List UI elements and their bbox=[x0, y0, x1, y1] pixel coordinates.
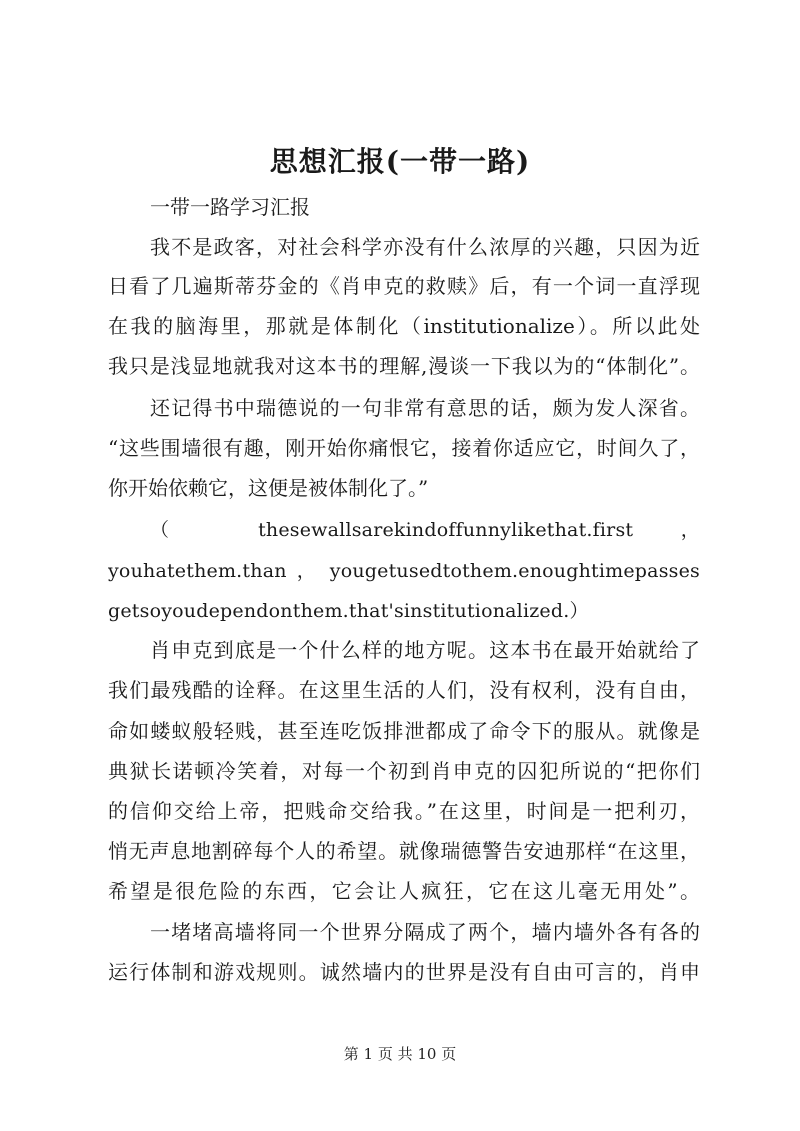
paragraph-subtitle: 一带一路学习汇报 bbox=[150, 195, 310, 219]
body-line: 希望是很危险的东西，它会让人疯狂，它在这儿毫无用处”。 bbox=[108, 879, 700, 903]
body-line: 还记得书中瑞德说的一句非常有意思的话，颇为发人深省。 bbox=[150, 396, 700, 420]
body-line: 一堵堵高墙将同一个世界分隔成了两个，墙内墙外各有各的 bbox=[150, 920, 700, 944]
english-quote-line: （ thesewallsarekindoffunnylikethat.first ， bbox=[150, 519, 700, 541]
body-line: 我不是政客，对社会科学亦没有什么浓厚的兴趣，只因为近 bbox=[150, 235, 700, 259]
page-footer: 第 1 页 共 10 页 bbox=[343, 1045, 457, 1063]
english-quote-line: getsoyoudependonthem.that'sinstitutionalized.） bbox=[108, 600, 589, 622]
body-line: 肖申克到底是一个什么样的地方呢。这本书在最开始就给了 bbox=[150, 638, 700, 662]
body-line: 你开始依赖它，这便是被体制化了。” bbox=[108, 476, 429, 500]
body-line: 日看了几遍斯蒂芬金的《肖申克的救赎》后，有一个词一直浮现 bbox=[108, 274, 700, 298]
body-line: “这些围墙很有趣，刚开始你痛恨它，接着你适应它，时间久了， bbox=[108, 436, 700, 460]
body-line: 悄无声息地割碎每个人的希望。就像瑞德警告安迪那样“在这里， bbox=[108, 839, 700, 863]
body-line: 运行体制和游戏规则。诚然墙内的世界是没有自由可言的，肖申 bbox=[108, 960, 700, 984]
english-quote-line: youhatethem.than ， yougetusedtothem.enoughtimepasses bbox=[108, 560, 700, 582]
document-title: 思想汇报(一带一路) bbox=[269, 145, 531, 178]
body-line: 命如蝼蚁般轻贱，甚至连吃饭排泄都成了命令下的服从。就像是 bbox=[108, 719, 700, 743]
body-line: 典狱长诺顿冷笑着，对每一个初到肖申克的囚犯所说的“把你们 bbox=[108, 759, 700, 783]
body-line: 我只是浅显地就我对这本书的理解,漫谈一下我以为的“体制化”。 bbox=[108, 354, 700, 378]
body-line: 我们最残酷的诠释。在这里生活的人们，没有权利，没有自由， bbox=[108, 678, 700, 702]
body-line: 的信仰交给上帝，把贱命交给我。”在这里，时间是一把利刃， bbox=[108, 799, 700, 823]
body-line: 在我的脑海里，那就是体制化（institutionalize）。所以此处 bbox=[108, 314, 700, 338]
